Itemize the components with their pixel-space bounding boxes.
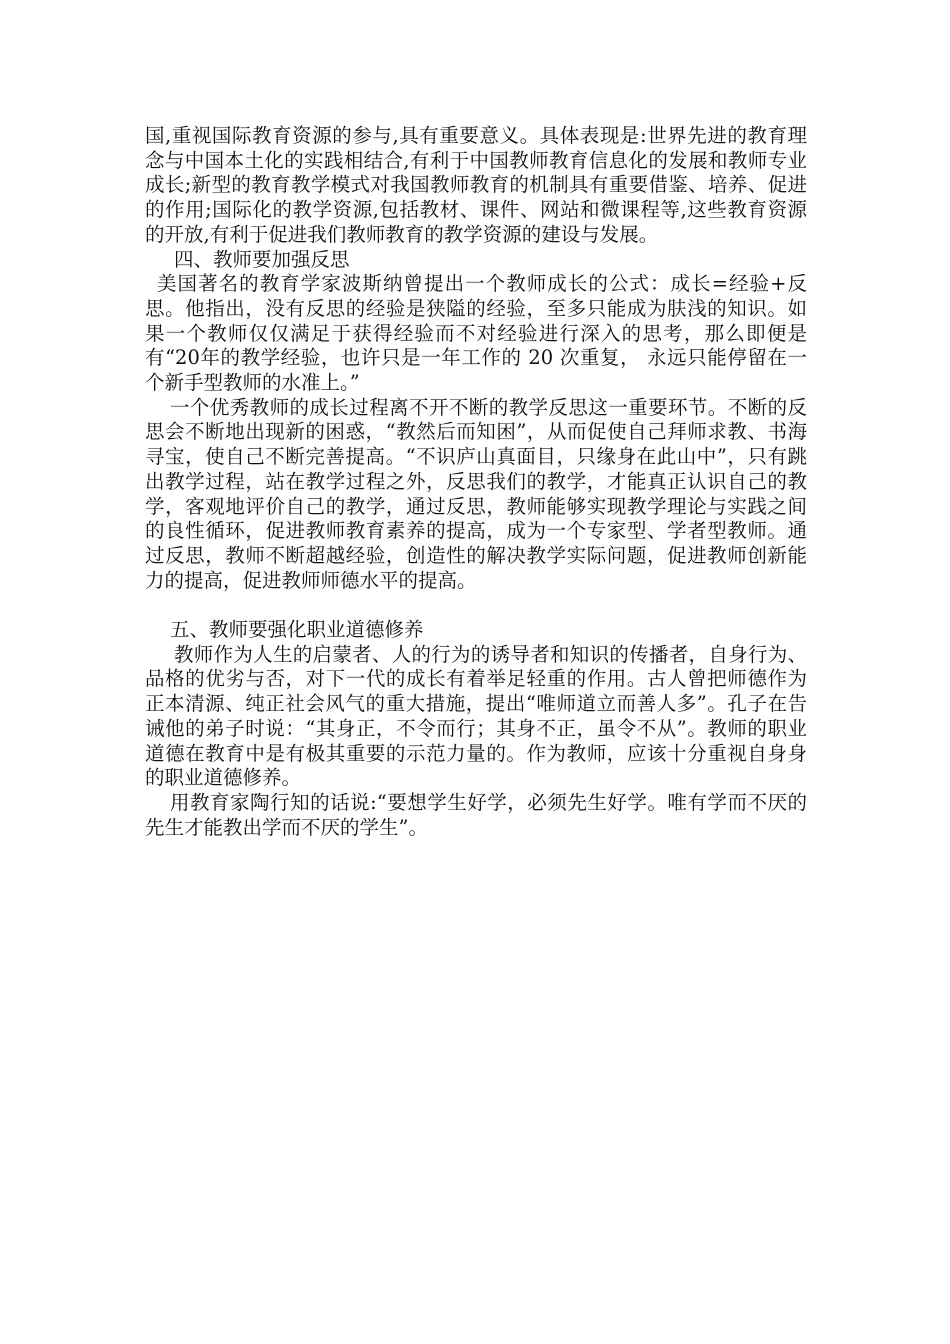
paragraph-5a: 教师作为人生的启蒙者、人的行为的诱导者和知识的传播者，自身行为、品格的优劣与否，对下一代的成长有着举足轻重的作用。古人曾把师德作为正本清源、纯正社会风气的重大措施，提出“唯师道立而善人多”。孔子在告诫他的弟子时说：“其身正，不令而行；其身不正，虽令不从”。教师的职业道德在教育中是有极其重要的示范力量的。作为教师，应该十分重视自身身的职业道德修养。: [145, 642, 807, 790]
blank-line: [145, 593, 807, 618]
section-heading-4: 四、教师要加强反思: [174, 247, 350, 271]
paragraph-4b: 一个优秀教师的成长过程离不开不断的教学反思这一重要环节。不断的反思会不断地出现新的困惑，“教然后而知困”，从而促使自己拜师求教、书海寻宝，使自己不断完善提高。“不识庐山真面目，只缘身在此山中”，只有跳出教学过程，站在教学过程之外，反思我们的教学，才能真正认识自己的教学，客观地评价自己的教学，通过反思，教师能够实现教学理论与实践之间的良性循环，促进教师教育素养的提高，成为一个专家型、学者型教师。通过反思，教师不断超越经验，创造性的解决教学实际问题，促进教师创新能力的提高，促进教师师德水平的提高。: [145, 395, 807, 592]
paragraph-4a: 美国著名的教育学家波斯纳曾提出一个教师成长的公式：成长=经验+反思。他指出，没有反思的经验是狭隘的经验，至多只能成为肤浅的知识。如果一个教师仅仅满足于获得经验而不对经验进行深入的思考，那么即便是有“20年的教学经验，也许只是一年工作的 20 次重复， 永远只能停留在一个新手型教师的水准上。”: [145, 272, 807, 395]
document-body: [145, 124, 807, 840]
paragraph-5b: 用教育家陶行知的话说:“要想学生好学，必须先生好学。唯有学而不厌的先生才能教出学而不厌的学生”。: [145, 790, 807, 839]
paragraph-intro: 国,重视国际教育资源的参与,具有重要意义。具体表现是:世界先进的教育理念与中国本土化的实践相结合,有利于中国教师教育信息化的发展和教师专业成长;新型的教育教学模式对我国教师教育的机制具有重要借鉴、培养、促进的作用;国际化的教学资源,包括教材、课件、网站和微课程等,这些教育资源的开放,有利于促进我们教师教育的教学资源的建设与发展。: [145, 124, 807, 246]
section-heading-5: 五、教师要强化职业道德修养: [170, 618, 424, 642]
